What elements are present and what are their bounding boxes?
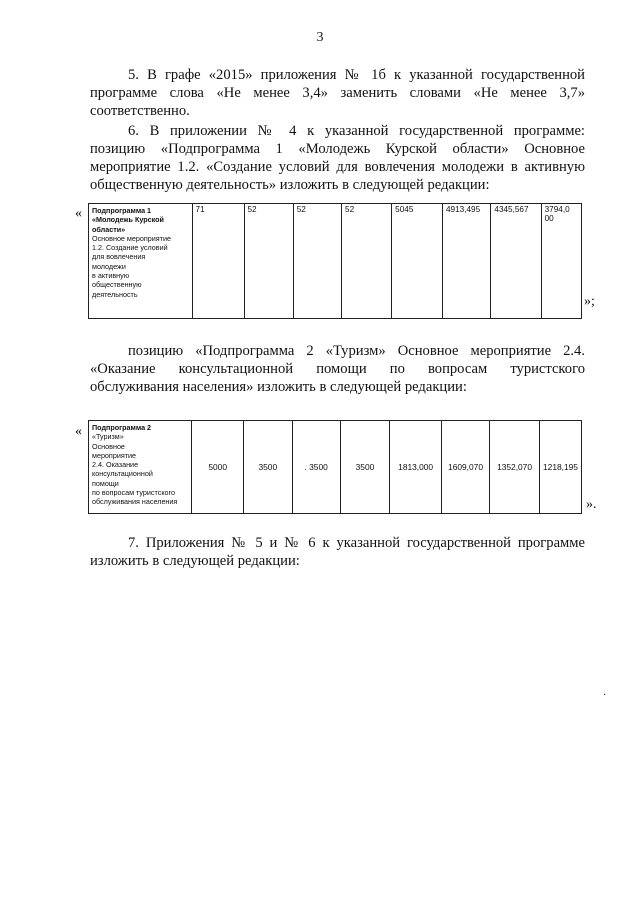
paragraph-line: соответственно.	[90, 103, 190, 119]
close-quote: »;	[584, 294, 595, 309]
program-text-line: 2.4. Оказание	[92, 460, 139, 470]
value-cell: 5045	[392, 204, 443, 319]
table-row	[89, 204, 582, 319]
program-cell	[89, 204, 193, 319]
value-cell: 3500	[243, 421, 292, 514]
value-cell: 1813,000	[390, 421, 442, 514]
value-cell: 5000	[192, 421, 243, 514]
paragraph-line: 6. В приложении № 4 к указанной государственной программе:	[128, 123, 585, 139]
program-text-line: 1.2. Создание условий	[92, 243, 168, 253]
value-cell: 52	[342, 204, 392, 319]
open-quote: «	[75, 424, 82, 439]
paragraph-line: мероприятие 1.2. «Создание условий для вовлечения молодежи в активную	[90, 159, 585, 175]
program-cell	[89, 421, 192, 514]
program-text-line: молодежи	[92, 261, 126, 271]
paragraph-line: обслуживания населения» изложить в следующей редакции:	[90, 379, 467, 395]
program-text-line: для вовлечения	[92, 252, 146, 262]
value-cell: 4913,495	[443, 204, 491, 319]
program-text-line: по вопросам туристского	[92, 488, 176, 498]
program-text-line: общественную	[92, 280, 142, 290]
paragraph-line: общественную деятельность» изложить в следующей редакции:	[90, 177, 490, 193]
value-cell: 71	[192, 204, 244, 319]
open-quote: «	[75, 206, 82, 221]
value-cell: 1609,070	[441, 421, 489, 514]
value-cell: 1352,070	[490, 421, 540, 514]
paragraph-line: изложить в следующей редакции:	[90, 553, 300, 569]
program-title-line: Подпрограмма 1	[92, 206, 152, 215]
program-text-line: Основное	[92, 441, 125, 451]
program-text-line: обслуживания населения	[92, 497, 178, 507]
paragraph-line: позицию «Подпрограмма 1 «Молодежь Курской области» Основное	[90, 141, 585, 157]
paragraph-line: 7. Приложения № 5 и № 6 к указанной государственной программе	[128, 535, 585, 551]
paragraph-6	[90, 122, 585, 194]
value-cell: 3794,0 00	[541, 204, 581, 319]
paragraph-line: программе слова «Не менее 3,4» заменить словами «Не менее 3,7»	[90, 85, 585, 101]
program-text-line: деятельность	[92, 289, 138, 299]
page-number: 3	[316, 30, 324, 45]
value-cell: 1218,195	[539, 421, 581, 514]
value-cell: 4345,567	[491, 204, 541, 319]
program-text-line: Основное мероприятие	[92, 233, 171, 243]
program-title-line: области»	[92, 224, 126, 234]
table-tourism	[88, 420, 582, 514]
value-cell: 3500	[340, 421, 390, 514]
paragraph-5	[90, 66, 585, 120]
value-cell: . 3500	[292, 421, 340, 514]
program-text-line: «Туризм»	[92, 432, 124, 442]
scan-speck: ·	[603, 690, 607, 701]
table-youth	[88, 203, 582, 319]
close-quote: ».	[586, 497, 597, 512]
value-cell: 52	[293, 204, 341, 319]
program-title-line: «Молодежь Курской	[92, 215, 164, 225]
program-text-line: в активную	[92, 271, 130, 281]
paragraph-line: «Оказание консультационной помощи по вопросам туристского	[90, 361, 585, 377]
program-text-line: мероприятие	[92, 450, 137, 460]
program-text-line: консультационной	[92, 469, 153, 479]
value-cell: 52	[244, 204, 293, 319]
paragraph-7	[90, 534, 585, 570]
program-text-line: помощи	[92, 478, 119, 488]
paragraph-line: 5. В графе «2015» приложения № 1б к указанной государственной	[128, 67, 585, 83]
paragraph-tourism	[90, 342, 585, 396]
paragraph-line: позицию «Подпрограмма 2 «Туризм» Основное мероприятие 2.4.	[128, 343, 585, 359]
table-row	[89, 421, 582, 514]
program-title-line: Подпрограмма 2	[92, 423, 152, 432]
